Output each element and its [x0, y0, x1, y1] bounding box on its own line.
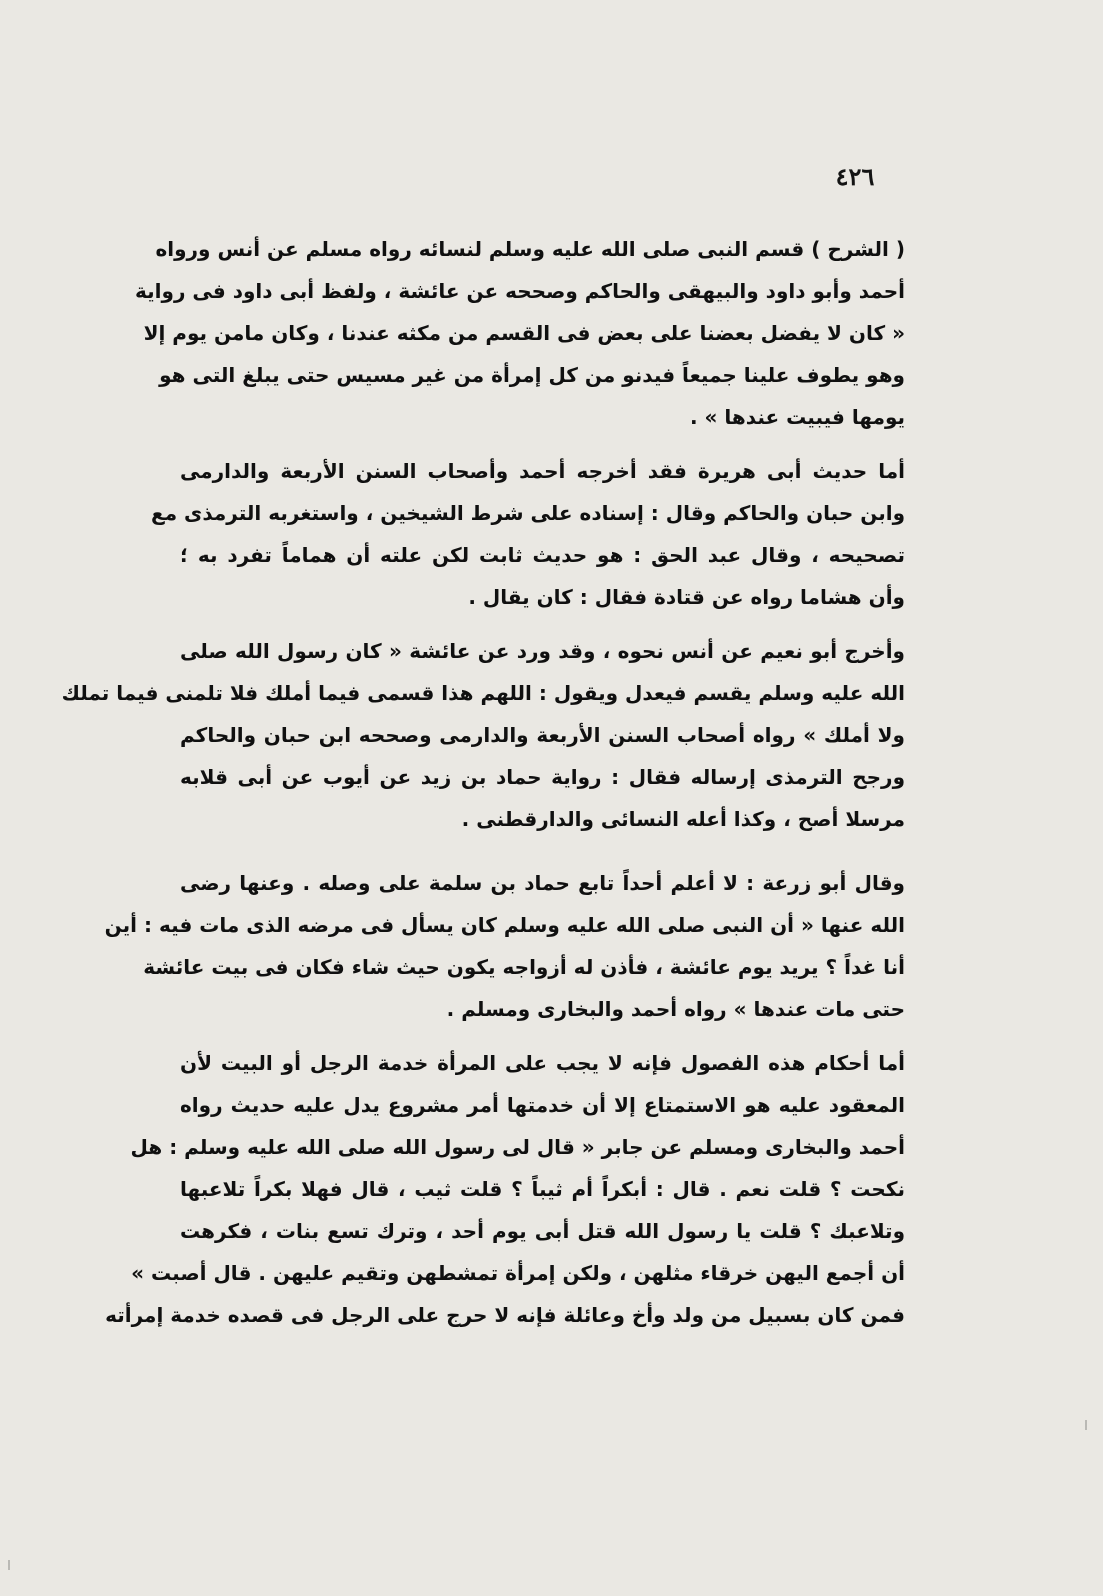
text-line: المعقود عليه هو الاستمتاع إلا أن خدمتها أمر مشروع يدل عليه حديث رواه: [180, 1093, 905, 1117]
paragraph-abu-hurayra: [151, 450, 905, 618]
text-line: ( الشرح ) قسم النبى صلى الله عليه وسلم لنسائه رواه مسلم عن أنس ورواه: [155, 237, 905, 261]
text-line: يومها فيبيت عندها » .: [689, 405, 905, 429]
text-line: وقال أبو زرعة : لا أعلم أحداً تابع حماد بن سلمة على وصله . وعنها رضى: [180, 871, 905, 895]
text-line: نكحت ؟ قلت نعم . قال : أبكراً أم ثيباً ؟ قلت ثيب ، قال فهلا بكراً تلاعبها: [180, 1177, 905, 1201]
paragraph-sharh: [135, 228, 905, 438]
text-line: أحمد والبخارى ومسلم عن جابر « قال لى رسول الله صلى الله عليه وسلم : هل: [130, 1135, 905, 1159]
text-line: الله عنها « أن النبى صلى الله عليه وسلم كان يسأل فى مرضه الذى مات فيه : أين: [104, 913, 905, 937]
text-line: أن أجمع اليهن خرقاء مثلهن ، ولكن إمرأة تمشطهن وتقيم عليهن . قال أصبت »: [131, 1261, 905, 1285]
page-number: ٤٢٦: [835, 162, 875, 191]
text-line: أما حديث أبى هريرة فقد أخرجه أحمد وأصحاب السنن الأربعة والدارمى: [180, 459, 905, 483]
text-line: وابن حبان والحاكم وقال : إسناده على شرط الشيخين ، واستغربه الترمذى مع: [151, 501, 905, 525]
text-line: أحمد وأبو داود والبيهقى والحاكم وصححه عن عائشة ، ولفظ أبى داود فى رواية: [135, 279, 905, 303]
text-line: وهو يطوف علينا جميعاً فيدنو من كل إمرأة من غير مسيس حتى يبلغ التى هو: [159, 363, 905, 387]
text-line: تصحيحه ، وقال عبد الحق : هو حديث ثابت لكن علته أن هماماً تفرد به ؛: [180, 543, 905, 567]
scan-speck: [8, 1560, 10, 1570]
text-line: وأن هشاما رواه عن قتادة فقال : كان يقال .: [468, 585, 905, 609]
text-line: ورجح الترمذى إرساله فقال : رواية حماد بن زيد عن أيوب عن أبى قلابه: [180, 765, 905, 789]
text-line: ولا أملك » رواه أصحاب السنن الأربعة والدارمى وصححه ابن حبان والحاكم: [180, 723, 905, 747]
text-line: مرسلا أصح ، وكذا أعله النسائى والدارقطنى .: [461, 807, 905, 831]
paragraph-abu-nuaym: [61, 630, 905, 840]
body-text: [61, 228, 905, 1348]
text-line: « كان لا يفضل بعضنا على بعض فى القسم من مكثه عندنا ، وكان مامن يوم إلا: [143, 321, 905, 345]
text-line: أما أحكام هذه الفصول فإنه لا يجب على المرأة خدمة الرجل أو البيت لأن: [180, 1051, 905, 1075]
paragraph-ahkam: [105, 1042, 905, 1336]
text-line: أنا غداً ؟ يريد يوم عائشة ، فأذن له أزواجه يكون حيث شاء فكان فى بيت عائشة: [143, 955, 905, 979]
text-line: وتلاعبك ؟ قلت يا رسول الله قتل أبى يوم أحد ، وترك تسع بنات ، فكرهت: [180, 1219, 905, 1243]
paragraph-abu-zura: [104, 862, 905, 1030]
scan-speck: [1085, 1420, 1087, 1430]
text-line: فمن كان بسبيل من ولد وأخ وعائلة فإنه لا حرج على الرجل فى قصده خدمة إمرأته: [105, 1303, 905, 1327]
text-line: حتى مات عندها » رواه أحمد والبخارى ومسلم .: [446, 997, 905, 1021]
text-line: وأخرج أبو نعيم عن أنس نحوه ، وقد ورد عن عائشة « كان رسول الله صلى: [180, 639, 905, 663]
text-line: الله عليه وسلم يقسم فيعدل ويقول : اللهم هذا قسمى فيما أملك فلا تلمنى فيما تملك: [61, 681, 905, 705]
